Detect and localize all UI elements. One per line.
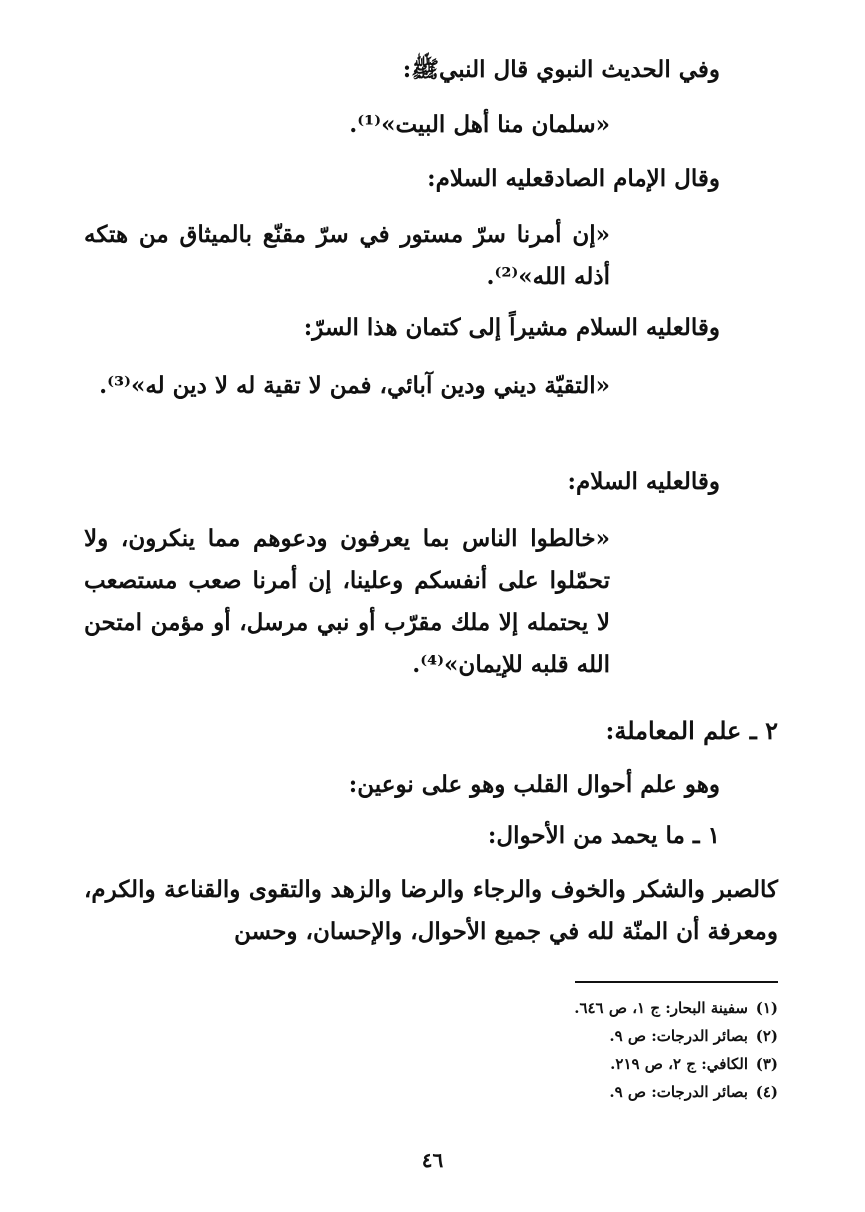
page-number: ٤٦ xyxy=(421,1148,444,1172)
quote-mix-with-people: «خالطوا الناس بما يعرفون ودعوهم مما ينكرون، ولا تحمّلوا على أنفسكم وعلينا، إن أمرنا صعب مستصعب لا يحتمله إلا ملك مقرّب أو نبي مرسل، أو مؤمن امتحن الله قلبه للإيمان»⁽⁴⁾. xyxy=(84,525,610,678)
footnote-number: (٣) xyxy=(755,1055,778,1073)
footnote-text: بصائر الدرجات: ص ٩. xyxy=(609,1027,748,1045)
footnote-separator xyxy=(575,981,778,983)
intro-concealment: وقالعليه السلام مشيراً إلى كتمان هذا السرّ: xyxy=(303,314,720,341)
intro-imam-sadiq: وقال الإمام الصادقعليه السلام: xyxy=(427,165,720,192)
quote-taqiyya: «التقيّة ديني ودين آبائي، فمن لا تقية له لا دين له»⁽³⁾. xyxy=(99,372,610,399)
section-heading: ٢ ـ علم المعاملة: xyxy=(605,716,778,745)
footnote-number: (١) xyxy=(755,999,778,1017)
quote-salman: «سلمان منا أهل البيت»⁽¹⁾. xyxy=(349,111,610,138)
footnote-item xyxy=(378,1078,778,1106)
footnotes xyxy=(378,994,778,1106)
footnote-text: بصائر الدرجات: ص ٩. xyxy=(609,1083,748,1101)
body-paragraph: كالصبر والشكر والخوف والرجاء والرضا والزهد والتقوى والقناعة والكرم، ومعرفة أن المنّة لله في جميع الأحوال، والإحسان، وحسن xyxy=(84,876,778,945)
footnote-number: (٢) xyxy=(755,1027,778,1045)
quote-hidden-secret: «إن أمرنا سرّ مستور في سرّ مقنّع بالميثاق من هتكه أذله الله»⁽²⁾. xyxy=(84,221,610,290)
footnote-text: سفينة البحار: ج ١، ص ٦٤٦. xyxy=(574,999,748,1017)
intro-imam-said: وقالعليه السلام: xyxy=(567,468,720,495)
intro-prophet-hadith: وفي الحديث النبوي قال النبيﷺ: xyxy=(402,56,720,83)
section-intro: وهو علم أحوال القلب وهو على نوعين: xyxy=(348,771,720,798)
subsection-heading: ١ ـ ما يحمد من الأحوال: xyxy=(487,822,720,849)
footnote-number: (٤) xyxy=(755,1083,778,1101)
footnote-item xyxy=(378,1022,778,1050)
footnote-text: الكافي: ج ٢، ص ٢١٩. xyxy=(610,1055,748,1073)
footnote-item xyxy=(378,1050,778,1078)
footnote-item xyxy=(378,994,778,1022)
